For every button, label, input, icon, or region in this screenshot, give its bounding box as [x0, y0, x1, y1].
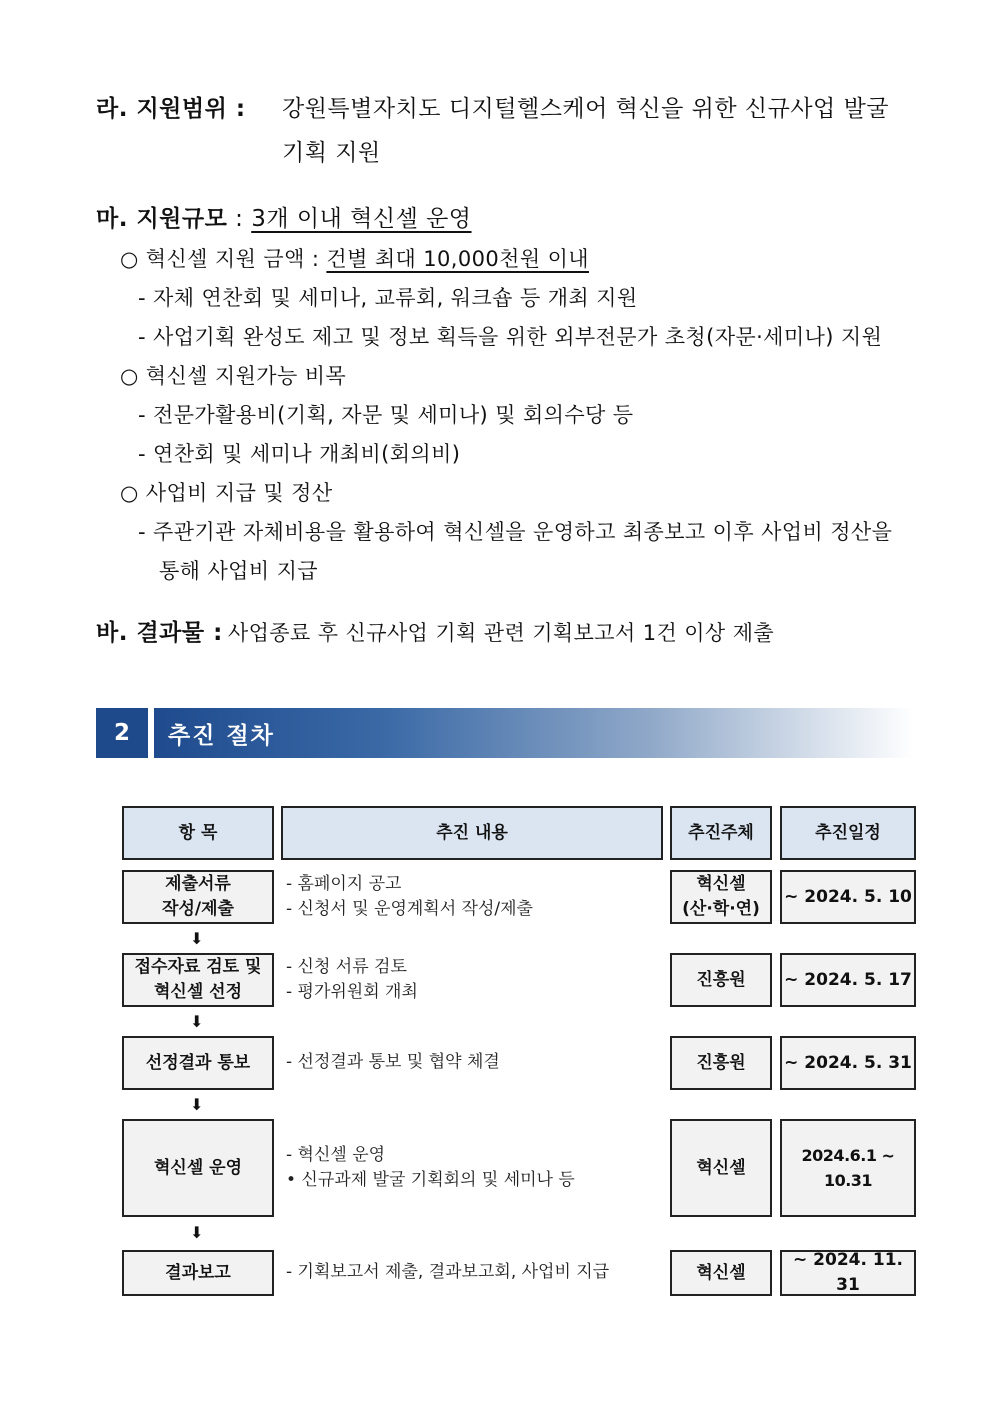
step-schedule: ~ 2024. 5. 31 — [780, 1036, 916, 1090]
scale-item-expert-costs: - 전문가활용비(기획, 자문 및 세미나) 및 회의수당 등 — [138, 403, 634, 427]
deliverable-value: 사업종료 후 신규사업 기획 관련 기획보고서 1건 이상 제출 — [227, 621, 775, 645]
step-content: - 기획보고서 제출, 결과보고회, 사업비 지급 — [286, 1262, 610, 1282]
step-item: 결과보고 — [122, 1250, 274, 1296]
header-owner: 추진주체 — [670, 806, 772, 860]
step-owner: 진흥원 — [670, 1036, 772, 1090]
scale-item-amount-value: 건별 최대 10,000천원 이내 — [326, 247, 589, 271]
scale-item-payment-detail-cont: 통해 사업비 지급 — [159, 559, 318, 583]
scale-item-budget-categories: ○ 혁신셀 지원가능 비목 — [120, 364, 347, 388]
step-item: 혁신셀 운영 — [122, 1119, 274, 1217]
scale-item-amount — [120, 243, 589, 273]
step-item: 제출서류 작성/제출 — [122, 870, 274, 924]
step-schedule: ~ 2024. 11. 31 — [780, 1250, 916, 1296]
scale-heading — [96, 200, 472, 233]
scope-text-line1: 강원특별자치도 디지털헬스케어 혁신을 위한 신규사업 발굴 — [282, 96, 890, 122]
step-owner: 혁신셀 — [670, 1250, 772, 1296]
step-content: - 선정결과 통보 및 협약 체결 — [286, 1052, 500, 1072]
step-content: - 홈페이지 공고 - 신청서 및 운영계획서 작성/제출 — [286, 874, 533, 919]
scale-value: 3개 이내 혁신셀 운영 — [251, 206, 472, 232]
step-owner: 진흥원 — [670, 953, 772, 1007]
step-content: - 혁신셀 운영 • 신규과제 발굴 기획회의 및 세미나 등 — [286, 1145, 575, 1190]
section-number: 2 — [96, 708, 148, 758]
scale-item-seminar: - 자체 연찬회 및 세미나, 교류회, 워크숍 등 개최 지원 — [138, 286, 638, 310]
down-arrow-icon: ⬇ — [190, 1223, 204, 1242]
deliverable-label: 바. 결과물 : — [96, 620, 223, 646]
down-arrow-icon: ⬇ — [190, 929, 204, 948]
scale-label: 마. 지원규모 — [96, 206, 228, 232]
step-owner: 혁신셀 (산·학·연) — [670, 870, 772, 924]
deliverable-heading — [96, 614, 774, 647]
down-arrow-icon: ⬇ — [190, 1012, 204, 1031]
step-item: 선정결과 통보 — [122, 1036, 274, 1090]
header-item: 항 목 — [122, 806, 274, 860]
scale-item-payment-detail: - 주관기관 자체비용을 활용하여 혁신셀을 운영하고 최종보고 이후 사업비 정산을 — [138, 520, 893, 544]
step-content: - 신청 서류 검토 - 평가위원회 개최 — [286, 957, 418, 1002]
down-arrow-icon: ⬇ — [190, 1095, 204, 1114]
step-owner: 혁신셀 — [670, 1119, 772, 1217]
section-title: 추진 절차 — [154, 708, 914, 758]
scale-item-experts: - 사업기획 완성도 제고 및 정보 획득을 위한 외부전문가 초청(자문·세미나) 지원 — [138, 325, 883, 349]
header-schedule: 추진일정 — [780, 806, 916, 860]
header-content: 추진 내용 — [281, 806, 663, 860]
scale-item-meeting-costs: - 연찬회 및 세미나 개최비(회의비) — [138, 442, 461, 466]
step-item: 접수자료 검토 및 혁신셀 선정 — [122, 953, 274, 1007]
step-schedule: ~ 2024. 5. 10 — [780, 870, 916, 924]
step-schedule: ~ 2024. 5. 17 — [780, 953, 916, 1007]
scope-text-line2: 기획 지원 — [282, 140, 381, 166]
step-schedule: 2024.6.1 ~ 10.31 — [780, 1119, 916, 1217]
scale-separator: : — [227, 206, 252, 232]
scale-item-amount-label: ○ 혁신셀 지원 금액 : — [120, 247, 327, 271]
scope-label: 라. 지원범위 : — [96, 96, 246, 122]
scale-item-payment: ○ 사업비 지급 및 정산 — [120, 481, 333, 505]
